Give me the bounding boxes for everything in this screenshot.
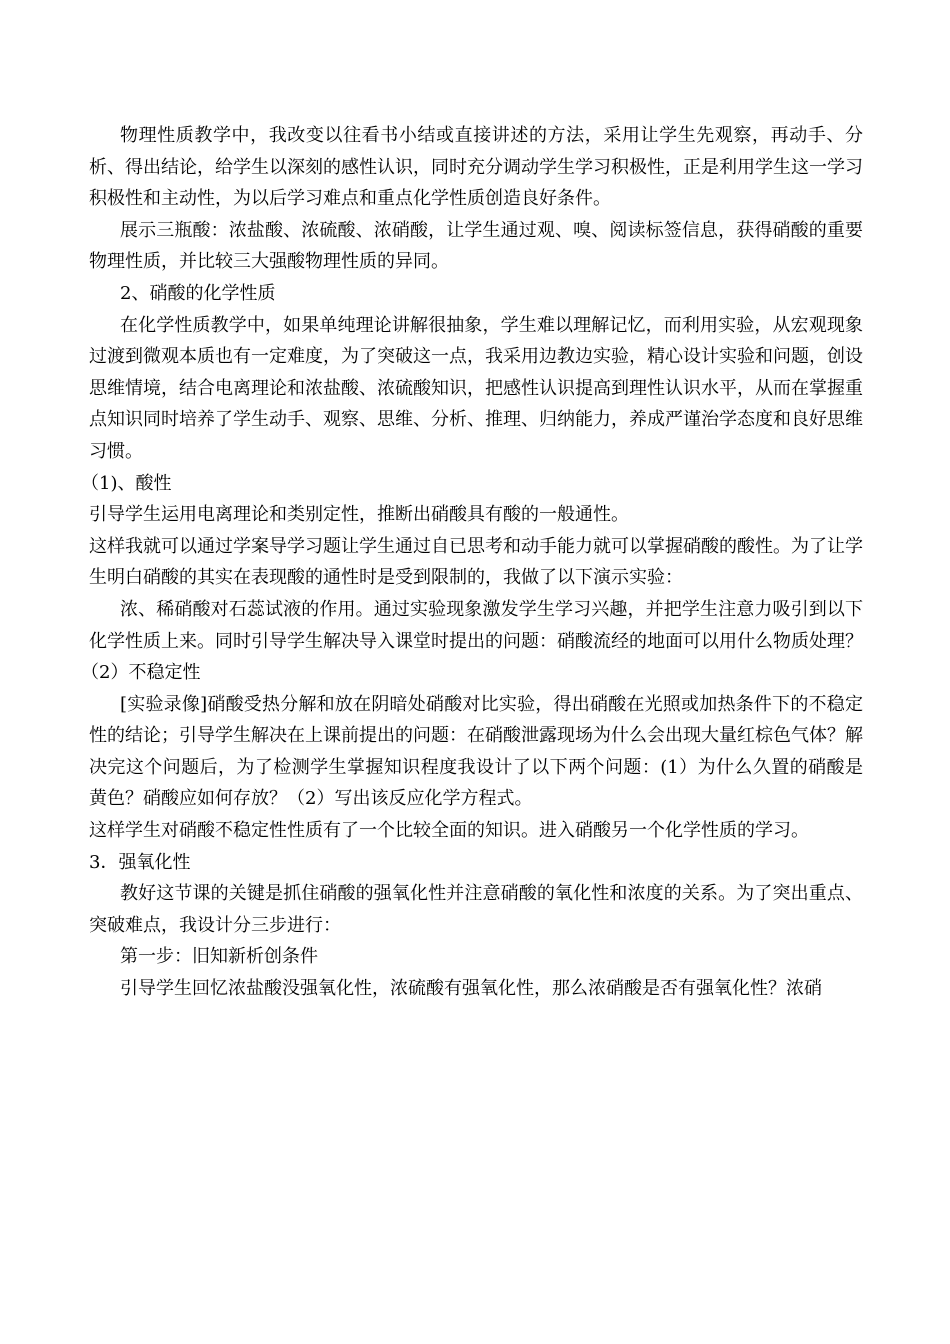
paragraph-litmus-experiment: 浓、稀硝酸对石蕊试液的作用。通过实验现象激发学生学习兴趣，并把学生注意力吸引到以下化学性质上来。同时引导学生解决导入课堂时提出的问题：硝酸流经的地面可以用什么物质处理？ (89, 598, 863, 652)
paragraph-instability-summary: 这样学生对硝酸不稳定性性质有了一个比较全面的知识。进入硝酸另一个化学性质的学习。 (89, 820, 809, 842)
paragraph-recall: 引导学生回忆浓盐酸没强氧化性，浓硫酸有强氧化性，那么浓硝酸是否有强氧化性？浓硝 (120, 978, 822, 1000)
paragraph-study-guide: 这样我就可以通过学案导学习题让学生通过自已思考和动手能力就可以掌握硝酸的酸性。为了让学生明白硝酸的其实在表现酸的通性时是受到限制的，我做了以下演示实验： (89, 535, 863, 589)
section-heading-chemical-properties: 2、硝酸的化学性质 (120, 282, 276, 304)
paragraph-key-point: 教好这节课的关键是抓住硝酸的强氧化性并注意硝酸的氧化性和浓度的关系。为了突出重点、突破难点，我设计分三步进行： (89, 883, 863, 936)
document-body (81, 120, 863, 1005)
paragraph-three-acids: 展示三瓶酸：浓盐酸、浓硫酸、浓硝酸，让学生通过观、嗅、阅读标签信息，获得硝酸的重要物理性质，并比较三大强酸物理性质的异同。 (89, 219, 863, 273)
paragraph-chemical-teaching: 在化学性质教学中，如果单纯理论讲解很抽象，学生难以理解记忆，而利用实验，从宏观现象过渡到微观本质也有一定难度，为了突破这一点，我采用边教边实验，精心设计实验和问题，创设思维情境，结合电离理论和浓盐酸、浓硫酸知识，把感性认识提高到理性认识水平，从而在掌握重点知识同时培养了学生动手、观察、思维、分析、推理、归纳能力，养成严谨治学态度和良好思维习惯。 (89, 314, 863, 462)
subheading-step-one: 第一步：旧知新析创条件 (120, 946, 318, 968)
subheading-instability: （2）不稳定性 (81, 662, 201, 684)
paragraph-ionization-theory: 引导学生运用电离理论和类别定性，推断出硝酸具有酸的一般通性。 (89, 504, 629, 526)
paragraph-physical-teaching: 物理性质教学中，我改变以往看书小结或直接讲述的方法，采用让学生先观察，再动手、分析、得出结论，给学生以深刻的感性认识，同时充分调动学生学习积极性，正是利用学生这一学习积极性和主动性，为以后学习难点和重点化学性质创造良好条件。 (89, 125, 863, 210)
paragraph-video-experiment: [实验录像]硝酸受热分解和放在阴暗处硝酸对比实验，得出硝酸在光照或加热条件下的不稳定性的结论；引导学生解决在上课前提出的问题：在硝酸泄露现场为什么会出现大量红棕色气体？解决完这个问题后，为了检测学生掌握知识程度我设计了以下两个问题：(1）为什么久置的硝酸是黄色？硝酸应如何存放？（2）写出该反应化学方程式。 (89, 693, 863, 810)
subheading-acidity: （1)、酸性 (81, 472, 172, 494)
section-heading-oxidizing: 3．强氧化性 (89, 851, 191, 873)
